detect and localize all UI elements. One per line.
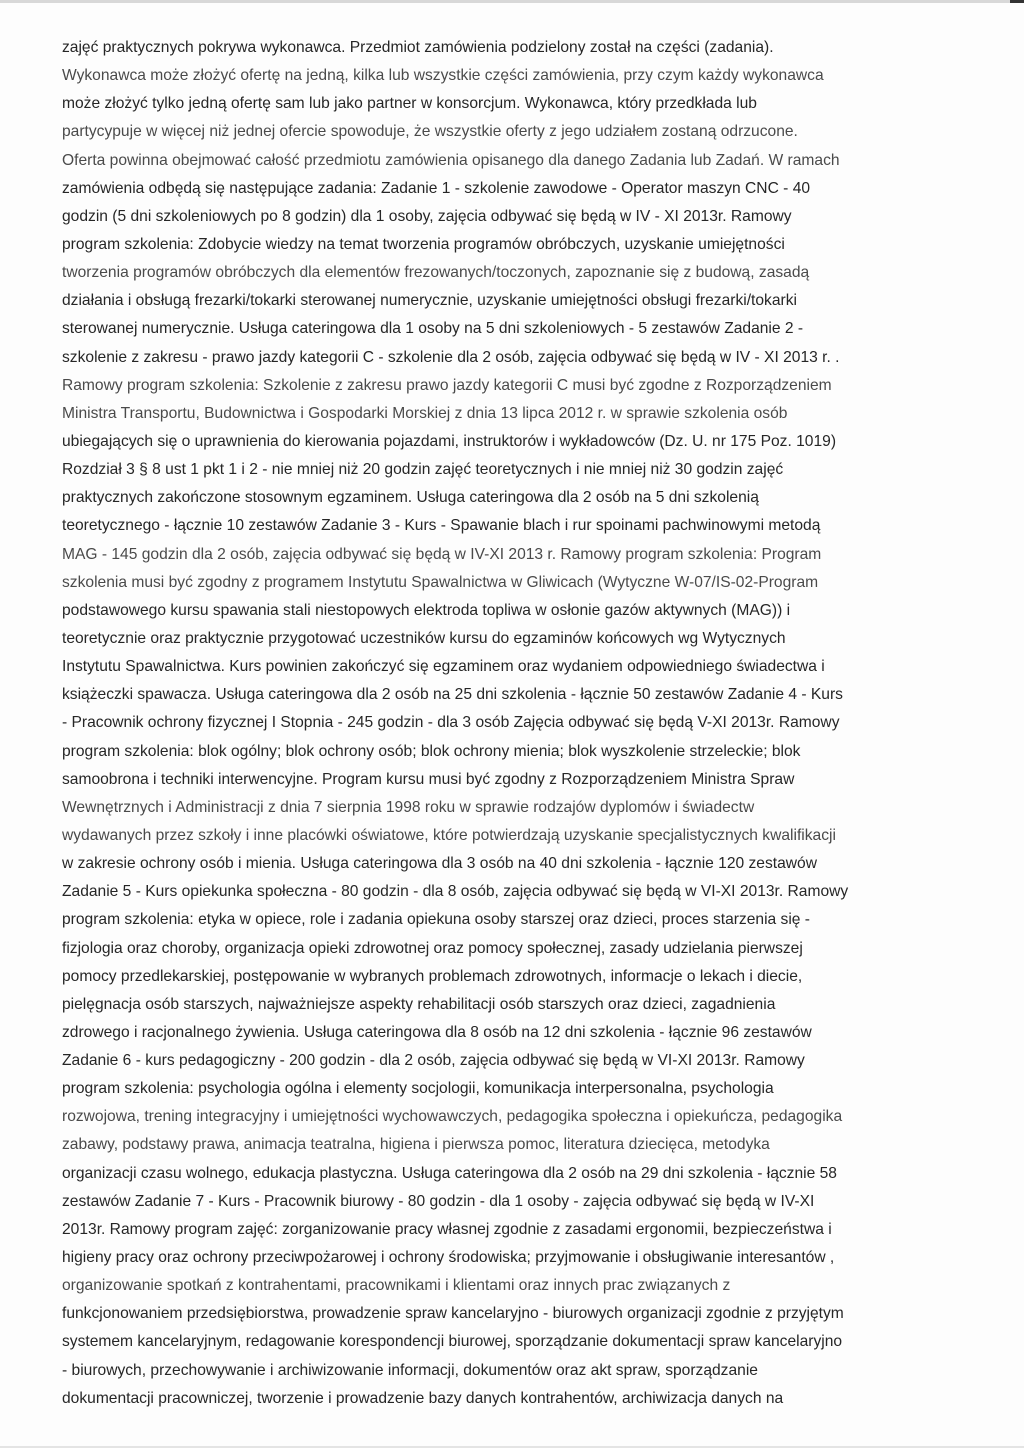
scan-top-edge <box>0 0 1024 3</box>
text-line-41: organizacji czasu wolnego, edukacja plastyczna. Usługa cateringowa dla 2 osób na 29 dni szkolenia - łącznie 58 <box>62 1164 837 1182</box>
text-line-30: w zakresie ochrony osób i mienia. Usługa cateringowa dla 3 osób na 40 dni szkolenia - łącznie 120 zestawów <box>62 855 817 873</box>
text-line-18: teoretycznego - łącznie 10 zestawów Zadanie 3 - Kurs - Spawanie blach i rur spoinami pachwinowymi metodą <box>62 517 821 535</box>
text-line-10: działania i obsługą frezarki/tokarki sterowanej numerycznie, uzyskanie umiejętności obsługi frezarki/tokarki <box>62 292 797 310</box>
text-line-5: Oferta powinna obejmować całość przedmiotu zamówienia opisanego dla danego Zadania lub Zadań. W ramach <box>62 151 840 169</box>
text-line-7: godzin (5 dni szkoleniowych po 8 godzin) dla 1 osoby, zajęcia odbywać się będą w IV - XI 2013r. Ramowy <box>62 207 792 225</box>
text-line-31: Zadanie 5 - Kurs opiekunka społeczna - 80 godzin - dla 8 osób, zajęcia odbywać się będą w VI-XI 2013r. Ramowy <box>62 883 849 901</box>
text-line-48: - biurowych, przechowywanie i archiwizowanie informacji, dokumentów oraz akt spraw, sporządzanie <box>62 1361 758 1379</box>
text-line-45: organizowanie spotkań z kontrahentami, pracownikami i klientami oraz innych prac związanych z <box>62 1277 731 1295</box>
text-line-33: fizjologia oraz choroby, organizacja opieki zdrowotnej oraz pomocy społecznej, zasady udzielania pierwszej <box>62 939 803 957</box>
text-line-34: pomocy przedlekarskiej, postępowanie w wybranych problemach zdrowotnych, informacje o lekach i diecie, <box>62 967 803 985</box>
text-line-16: Rozdział 3 § 8 ust 1 pkt 1 i 2 - nie mniej niż 20 godzin zajęć teoretycznych i nie mniej niż 30 godzin zajęć <box>62 461 784 479</box>
text-line-43: 2013r. Ramowy program zajęć: zorganizowanie pracy własnej zgodnie z zasadami ergonomii, bezpieczeństwa i <box>62 1220 832 1238</box>
text-line-32: program szkolenia: etyka w opiece, role i zadania opiekuna osoby starszej oraz dzieci, proces starzenia się - <box>62 911 811 929</box>
text-line-15: ubiegających się o uprawnienia do kierowania pojazdami, instruktorów i wykładowców (Dz. U. nr 175 Poz. 1019) <box>62 432 837 450</box>
text-line-35: pielęgnacja osób starszych, najważniejsze aspekty rehabilitacji osób starszych oraz dzieci, zagadnienia <box>62 995 776 1013</box>
text-line-17: praktycznych zakończone stosownym egzaminem. Usługa cateringowa dla 2 osób na 5 dni szkolenią <box>62 489 759 507</box>
text-line-46: funkcjonowaniem przedsiębiorstwa, prowadzenie spraw kancelaryjno - biurowych organizacji zgodnie z przyjętym <box>62 1305 844 1323</box>
text-line-9: tworzenia programów obróbczych dla elementów frezowanych/toczonych, zapoznanie się z budową, zasadą <box>62 264 810 282</box>
text-line-44: higieny pracy oraz ochrony przeciwpożarowej i ochrony środowiska; przyjmowanie i obsługiwanie interesantów , <box>62 1249 835 1267</box>
text-line-26: program szkolenia: blok ogólny; blok ochrony osób; blok ochrony mienia; blok wyszkolenie strzeleckie; blok <box>62 742 801 760</box>
text-line-20: szkolenia musi być zgodny z programem Instytutu Spawalnictwa w Gliwicach (Wytyczne W-07/IS-02-Program <box>62 573 819 591</box>
text-line-3: może złożyć tylko jedną ofertę sam lub jako partner w konsorcjum. Wykonawca, który przedkłada lub <box>62 95 757 113</box>
text-line-14: Ministra Transportu, Budownictwa i Gospodarki Morskiej z dnia 13 lipca 2012 r. w sprawie szkolenia osób <box>62 404 788 422</box>
text-line-12: szkolenie z zakresu - prawo jazdy kategorii C - szkolenie dla 2 osób, zajęcia odbywać się będą w IV - XI 2013 r. . <box>62 348 840 366</box>
text-line-21: podstawowego kursu spawania stali niestopowych elektroda topliwa w osłonie gazów aktywnych (MAG)) i <box>62 601 791 619</box>
text-line-36: zdrowego i racjonalnego żywienia. Usługa cateringowa dla 8 osób na 12 dni szkolenia - łącznie 96 zestawów <box>62 1023 812 1041</box>
text-line-24: książeczki spawacza. Usługa cateringowa dla 2 osób na 25 dni szkolenia - łącznie 50 zestawów Zadanie 4 - Kurs <box>62 686 843 704</box>
text-line-8: program szkolenia: Zdobycie wiedzy na temat tworzenia programów obróbczych, uzyskanie umiejętności <box>62 235 785 253</box>
text-line-37: Zadanie 6 - kurs pedagogiczny - 200 godzin - dla 2 osób, zajęcia odbywać się będą w VI-XI 2013r. Ramowy <box>62 1052 805 1070</box>
text-line-47: systemem kancelaryjnym, redagowanie korespondencji biurowej, sporządzanie dokumentacji spraw kancelaryjno <box>62 1333 843 1351</box>
text-line-22: teoretycznie oraz praktycznie przygotować uczestników kursu do egzaminów końcowych wg Wytycznych <box>62 629 786 647</box>
text-line-39: rozwojowa, trening integracyjny i umiejętności wychowawczych, pedagogika społeczna i opiekuńcza, pedagogika <box>62 1108 843 1126</box>
text-line-23: Instytutu Spawalnictwa. Kurs powinien zakończyć się egzaminem oraz wydaniem odpowiedniego świadectwa i <box>62 658 825 676</box>
text-line-11: sterowanej numerycznie. Usługa cateringowa dla 1 osoby na 5 dni szkoleniowych - 5 zestawów Zadanie 2 - <box>62 320 804 338</box>
text-line-19: MAG - 145 godzin dla 2 osób, zajęcia odbywać się będą w IV-XI 2013 r. Ramowy program szkolenia: Program <box>62 545 822 563</box>
text-line-42: zestawów Zadanie 7 - Kurs - Pracownik biurowy - 80 godzin - dla 1 osoby - zajęcia odbywać się będą w IV-XI <box>62 1192 815 1210</box>
text-line-13: Ramowy program szkolenia: Szkolenie z zakresu prawo jazdy kategorii C musi być zgodne z Rozporządzeniem <box>62 376 832 394</box>
text-line-28: Wewnętrznych i Administracji z dnia 7 sierpnia 1998 roku w sprawie rodzajów dyplomów i świadectw <box>62 798 755 816</box>
text-line-49: dokumentacji pracowniczej, tworzenie i prowadzenie bazy danych kontrahentów, archiwizacja danych na <box>62 1389 784 1407</box>
text-line-25: - Pracownik ochrony fizycznej I Stopnia - 245 godzin - dla 3 osób Zajęcia odbywać się będą V-XI 2013r. Ramowy <box>62 714 840 732</box>
text-line-27: samoobrona i techniki interwencyjne. Program kursu musi być zgodny z Rozporządzeniem Ministra Spraw <box>62 770 795 788</box>
scan-corner-mark <box>1010 0 1024 3</box>
text-line-40: zabawy, podstawy prawa, animacja teatralna, higiena i pierwsza pomoc, literatura dziecięca, metodyka <box>62 1136 770 1154</box>
text-line-1: zajęć praktycznych pokrywa wykonawca. Przedmiot zamówienia podzielony został na części (zadania). <box>62 39 774 56</box>
text-line-4: partycypuje w więcej niż jednej ofercie spowoduje, że wszystkie oferty z jego udziałem zostaną odrzucone. <box>62 123 798 141</box>
text-line-6: zamówienia odbędą się następujące zadania: Zadanie 1 - szkolenie zawodowe - Operator maszyn CNC - 40 <box>62 179 811 197</box>
document-body <box>62 34 970 1413</box>
text-line-29: wydawanych przez szkoły i inne placówki oświatowe, które potwierdzają uzyskanie specjalistycznych kwalifikacji <box>62 826 836 844</box>
text-line-2: Wykonawca może złożyć ofertę na jedną, kilka lub wszystkie części zamówienia, przy czym każdy wykonawca <box>62 67 824 85</box>
text-line-38: program szkolenia: psychologia ogólna i elementy socjologii, komunikacja interpersonalna, psychologia <box>62 1080 774 1098</box>
